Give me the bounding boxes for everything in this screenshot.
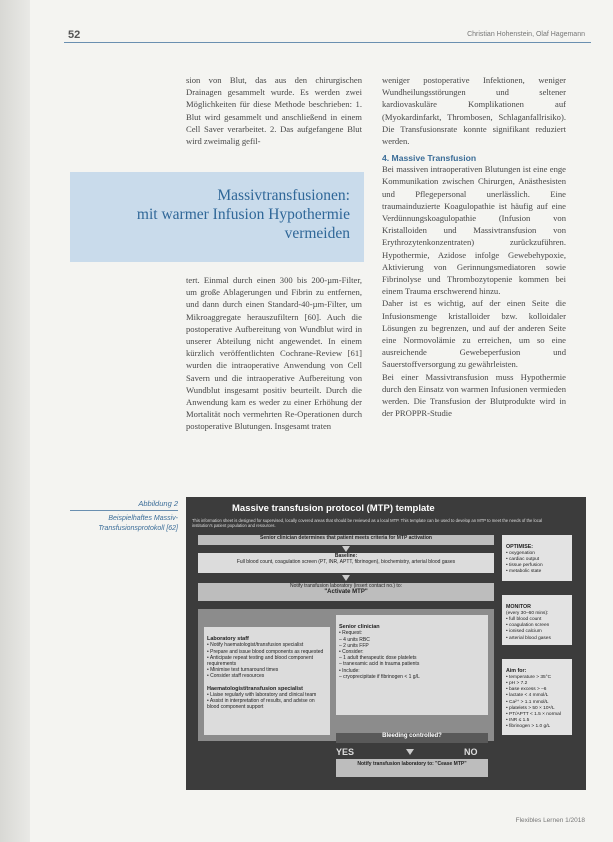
haem-list: • Liaise regularly with laboratory and clinical team • Assist in interpretation of results, and advise on blood component support [207, 692, 317, 711]
pull-quote-line: vermeiden [284, 225, 350, 242]
yes-label: YES [336, 747, 355, 757]
header-rule [64, 42, 591, 43]
figure-caption: Beispielhaftes Massiv-Transfusionsprotokoll [62] [98, 515, 178, 532]
cease-mtp-box: Notify transfusion laboratory to: "Cease MTP" [336, 759, 488, 777]
baseline-box [198, 553, 494, 573]
figure-label: Abbildung 2 [70, 499, 178, 511]
senior-clinician-box [336, 615, 488, 715]
page-number: 52 [68, 29, 81, 41]
body-paragraph: Bei einer Massivtransfusion muss Hypothermie durch den Einsatz von warmen Infusionen vermieden werden. Die Transfusion der Blutprodukte wird in der PROPPR-Studie [382, 371, 566, 419]
pull-quote-line: Massivtransfusionen: [217, 187, 350, 204]
figure-intro-text: This information sheet is designed for supervised, locally covered areas that should be reviewed as a local MTP. This template can be used to develop an MTP to meet the needs of the local institution's patient population and resources. [192, 518, 543, 529]
lab-staff-list: • Notify haematologist/transfusion specialist • Prepare and issue blood components as requested • Anticipate repeat testing and blood component requirements • Minimise test turnaround times • Consider staff resources [207, 642, 324, 680]
baseline-text: Full blood count, coagulation screen (PT, INR, APTT, fibrinogen), biochemistry, arterial blood gases [236, 559, 456, 566]
pull-quote-line: mit warmer Infusion Hypothermie [136, 206, 350, 223]
lab-staff-title: Laboratory staff [207, 636, 249, 643]
body-paragraph: sion von Blut, das aus den chirurgischen Drainagen gesammelt wurde. Es werden zwei Möglichkeiten für diese Methode beschrieben: 1. Blut wird gesammelt und anschließend in einem Cell Saver verarbeitet. 2. Das aufgefangene Blut wird zweimalig gefil- [186, 75, 362, 147]
running-header-authors: Christian Hohenstein, Olaf Hagemann [467, 31, 585, 38]
monitor-list: (every 30–60 mins): • full blood count • coagulation screen • ionised calcium • arterial blood gases [506, 611, 551, 641]
body-paragraph: Bei massiven intraoperativen Blutungen ist eine enge Kommunikation zwischen Chirurgen, Anästhesisten und Pflegepersonal unerlässlich. Eine traumainduzierte Koagulopathie ist häufig auf eine Verdünnungskoagulopathie (Infusion von Kristalloiden und Massivtransfusion von Erythrozytenkonzentraten) zurückzuführen. Hypothermie, Azidose infolge Gewebehypoxie, Aktivierung von Gerinnungsmediatoren sowie Fibrinolyse und Thrombozytopenie kommen bei einem Trauma erschwerend hinzu. [382, 164, 566, 297]
monitor-title: MONITOR [506, 604, 531, 611]
page-footer: Flexibles Lernen 1/2018 [515, 817, 585, 824]
body-paragraph: tert. Einmal durch einen 300 bis 200-µm-Filter, um große Ablagerungen und Fibrin zu entfernen, und dann durch einen Standard-40-µm-Filter, um Mikroaggregate herauszufiltern [60]. Auch die postoperative Aufbereitung von Wundblut wird in unserer Abteilung nicht angewendet. In einem kürzlich veröffentlichten Cochrane-Review [61] wurden die intraoperative Anwendung von Cell Savern und die intraoperative Aufbereitung von Wundblut insgesamt positiv beurteilt. Durch die Anwendung kam es weder zu einer Erhöhung der Mortalität noch vermehrten Re-Operationen durch postoperative Blutungen. Insgesamt traten [186, 275, 362, 432]
optimise-list: • oxygenation • cardiac output • tissue perfusion • metabolic state [506, 551, 543, 575]
left-column-top [186, 74, 362, 147]
body-paragraph: Daher ist es wichtig, auf der einen Seite die Infusionsmenge kristalloider bzw. kolloidaler Lösungen zu begrenzen, und auf der anderen Seite eine Normovolämie zu erreichen, um so eine ausreichende Gewebeperfusion und Sauerstoffversorgung zu gewährleisten. [382, 298, 566, 370]
aim-for-box [502, 659, 572, 735]
senior-list: • Request: – 4 units RBC – 2 units FFP • Consider: – 1 adult therapeutic dose platelets – tranexamic acid in trauma patients • Include: – cryoprecipitate if fibrinogen < 1 g/L [339, 630, 420, 680]
aim-list: • temperature > 35°C • pH > 7.2 • base excess > –6 • lactate < 4 mmol/L • Ca²⁺ > 1.1 mmol/L • platelets > 50 × 10⁹/L • PT/APTT < 1.5 × normal • INR ≤ 1.5 • fibrinogen > 1.0 g/L [506, 675, 561, 729]
optimise-title: OPTIMISE: [506, 544, 534, 551]
figure-title: Massive transfusion protocol (MTP) template [232, 503, 435, 514]
senior-title: Senior clinician [339, 624, 380, 631]
no-label: NO [464, 747, 478, 757]
bleeding-question-box: Bleeding controlled? [336, 733, 488, 743]
mtp-figure [186, 497, 586, 790]
haem-title: Haematologist/transfusion specialist [207, 685, 303, 692]
optimise-box [502, 535, 572, 581]
binding-edge [0, 0, 30, 842]
monitor-box [502, 595, 572, 645]
activation-box: Senior clinician determines that patient meets criteria for MTP activation [198, 535, 494, 545]
pull-quote [137, 186, 350, 243]
pull-quote-box [70, 172, 364, 262]
laboratory-staff-box [204, 627, 330, 735]
baseline-title: Baseline: [334, 553, 358, 559]
right-column [382, 74, 566, 419]
arrow-down-icon [406, 749, 414, 755]
notify-box [198, 583, 494, 601]
aim-title: Aim for: [506, 668, 527, 675]
body-paragraph: weniger postoperative Infektionen, weniger Wundheilungsstörungen und seltener kardiovaskuläre Komplikationen auf (Myokardinfarkt, Thrombosen, Schlaganfallrisiko). Die Transfusionsrate konnte signifikant reduziert werden. [382, 75, 566, 147]
left-column-bottom [186, 274, 362, 433]
arrow-down-icon [342, 575, 350, 581]
notify-text: Notify transfusion laboratory (insert contact no.) to: [290, 583, 402, 589]
activate-mtp-text: "Activate MTP" [324, 589, 368, 596]
section-heading: 4. Massive Transfusion [382, 153, 477, 164]
arrow-down-icon [342, 546, 350, 552]
